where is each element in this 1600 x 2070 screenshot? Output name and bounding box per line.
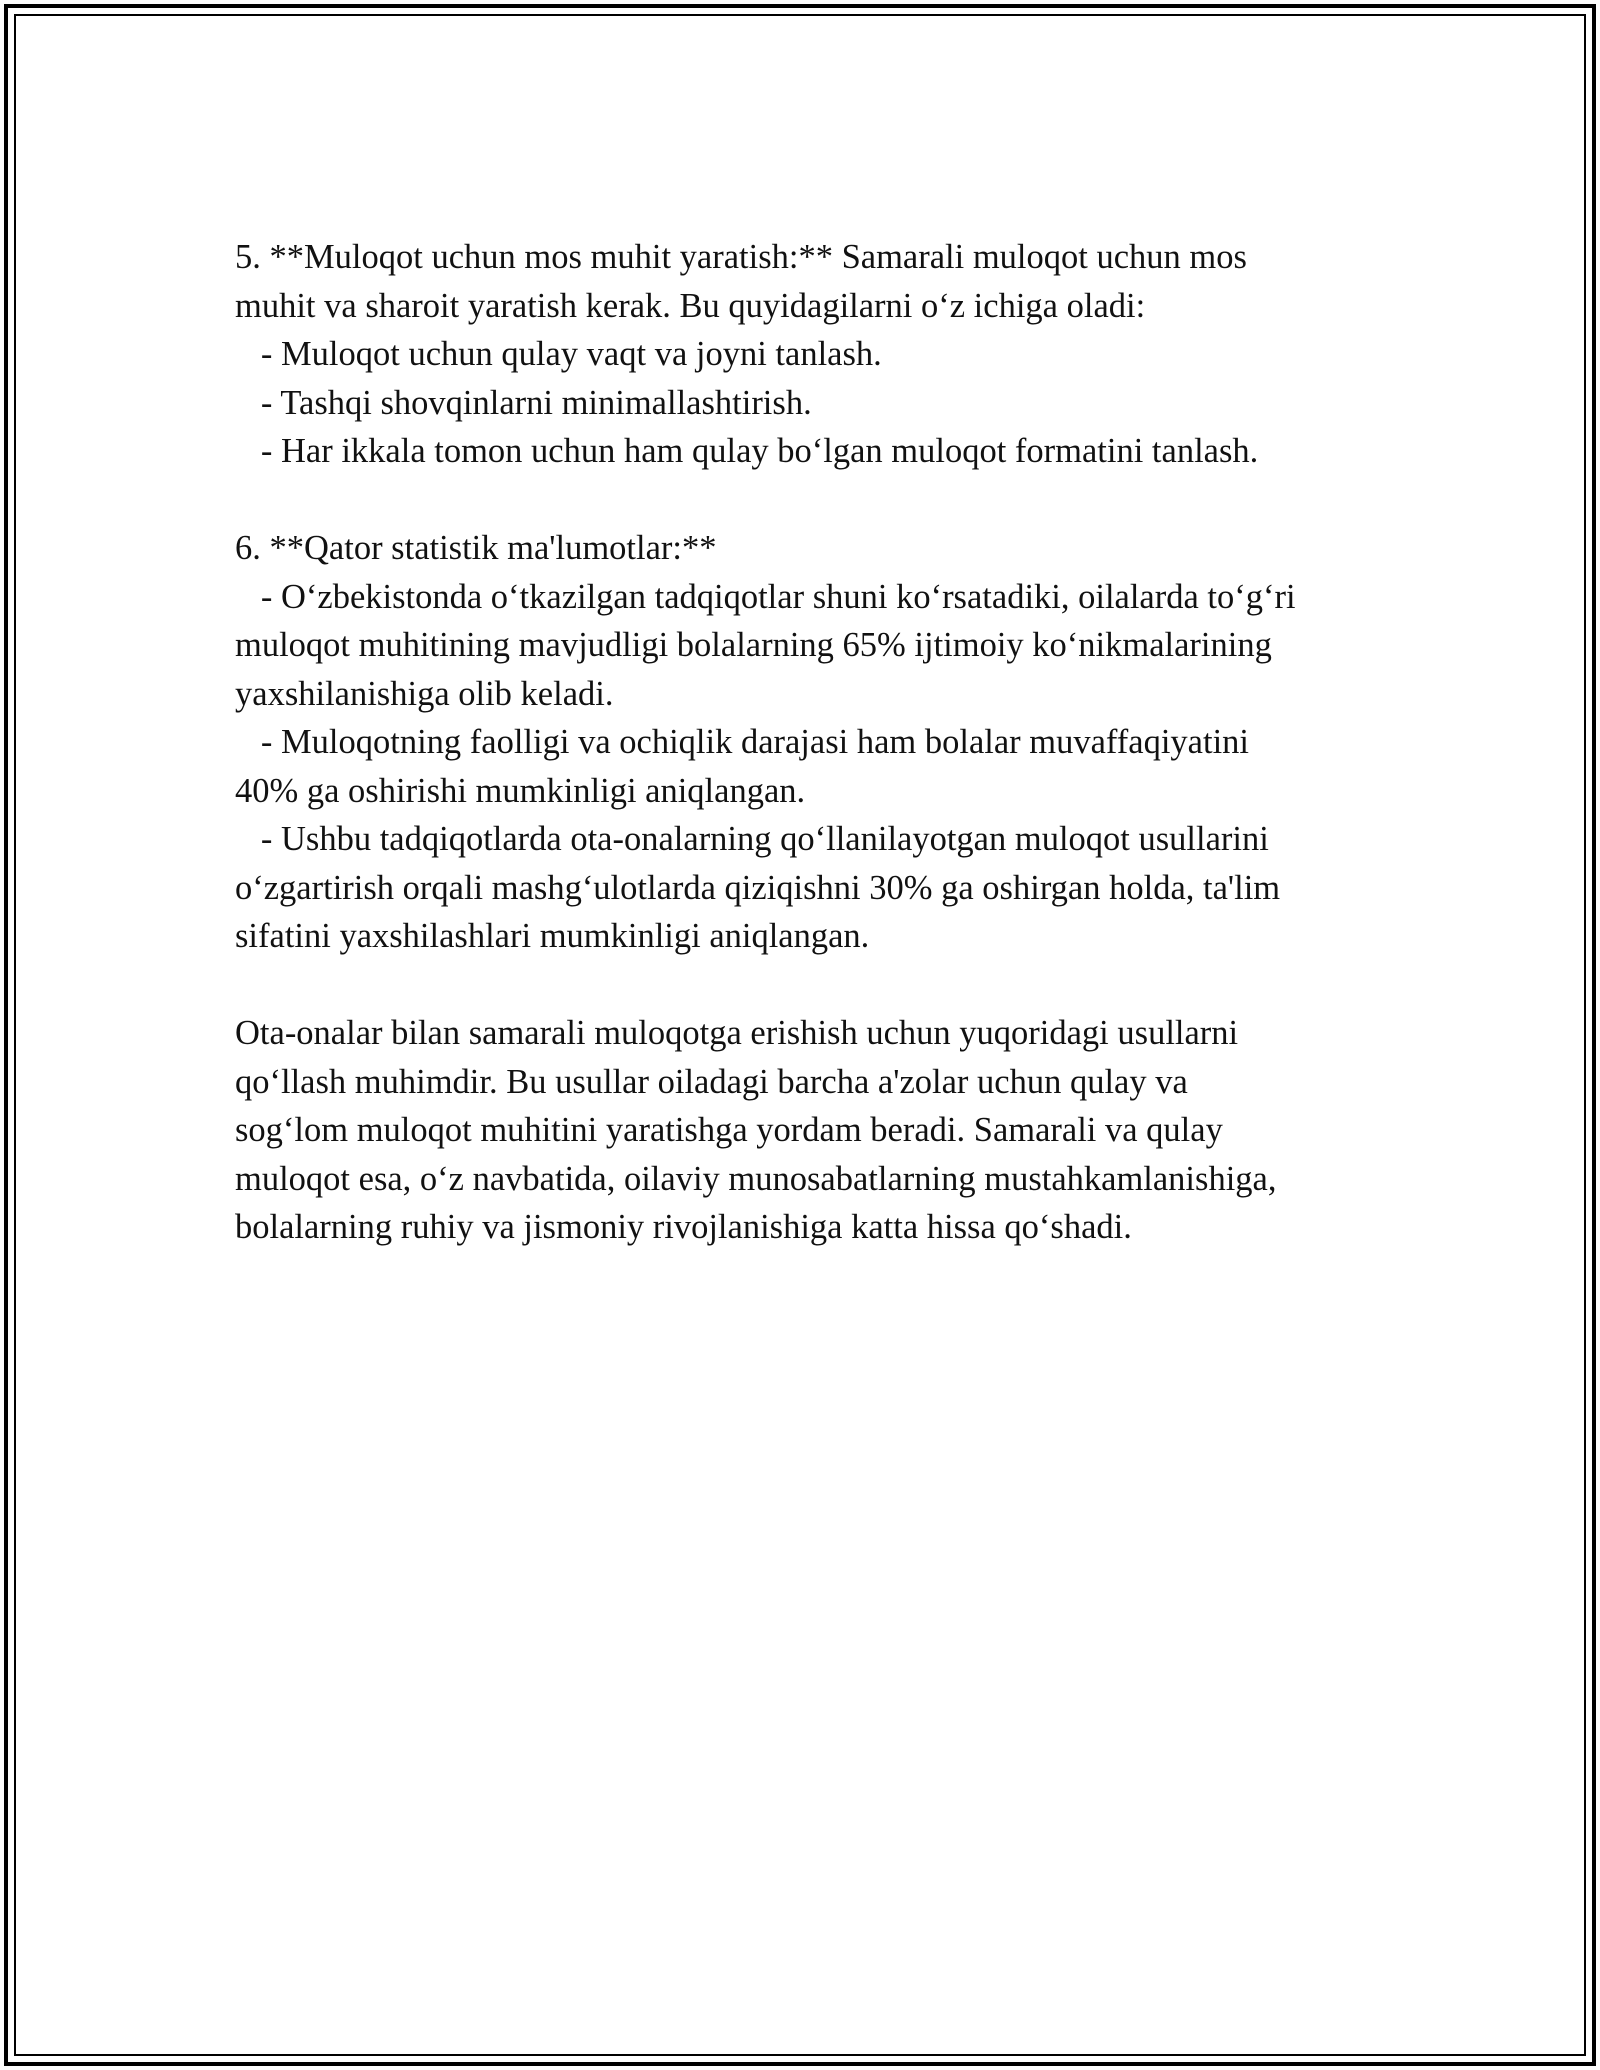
- conclusion-line-5: bolalarning ruhiy va jismoniy rivojlanishiga katta hissa qoʻshadi.: [235, 1208, 1132, 1246]
- conclusion-line-1: Ota-onalar bilan samarali muloqotga erishish uchun yuqoridagi usullarni: [235, 1014, 1239, 1052]
- paragraph-gap: [235, 961, 1385, 1010]
- paragraph-gap: [235, 476, 1385, 525]
- section-5-bullet-2: - Tashqi shovqinlarni minimallashtirish.: [235, 383, 812, 422]
- section-6-heading-line: 6. **Qator statistik ma'lumotlar:**: [235, 529, 717, 567]
- section-5-bullet-1: - Muloqot uchun qulay vaqt va joyni tanlash.: [235, 335, 882, 373]
- conclusion-line-3: sogʻlom muloqot muhitini yaratishga yordam beradi. Samarali va qulay: [235, 1111, 1223, 1149]
- conclusion-line-2: qoʻllash muhimdir. Bu usullar oiladagi barcha a'zolar uchun qulay va: [235, 1062, 1188, 1101]
- section-6-bullet-2-line-2: 40% ga oshirishi mumkinligi aniqlangan.: [235, 771, 806, 810]
- section-6-bullet-3-line-2: oʻzgartirish orqali mashgʻulotlarda qiziqishni 30% ga oshirgan holda, ta'lim: [235, 868, 1281, 907]
- section-6-bullet-3-line-1: - Ushbu tadqiqotlarda ota-onalarning qoʻllanilayotgan muloqot usullarini: [235, 820, 1269, 858]
- section-6-bullet-3-line-3: sifatini yaxshilashlari mumkinligi aniqlangan.: [235, 917, 870, 955]
- section-5-bullet-3: - Har ikkala tomon uchun ham qulay boʻlgan muloqot formatini tanlash.: [235, 432, 1259, 470]
- section-5-intro-line: muhit va sharoit yaratish kerak. Bu quyidagilarni oʻz ichiga oladi:: [235, 286, 1146, 325]
- section-5-heading-line: 5. **Muloqot uchun mos muhit yaratish:** Samarali muloqot uchun mos: [235, 238, 1247, 276]
- document-body: [235, 233, 1385, 1252]
- section-6-bullet-1-line-2: muloqot muhitining mavjudligi bolalarning 65% ijtimoiy koʻnikmalarining: [235, 626, 1272, 664]
- section-6-bullet-1-line-1: - Oʻzbekistonda oʻtkazilgan tadqiqotlar shuni koʻrsatadiki, oilalarda toʻgʻri: [235, 577, 1296, 616]
- section-6-bullet-2-line-1: - Muloqotning faolligi va ochiqlik darajasi ham bolalar muvaffaqiyatini: [235, 723, 1249, 761]
- section-6-bullet-1-line-3: yaxshilanishiga olib keladi.: [235, 674, 614, 713]
- conclusion-line-4: muloqot esa, oʻz navbatida, oilaviy munosabatlarning mustahkamlanishiga,: [235, 1159, 1277, 1198]
